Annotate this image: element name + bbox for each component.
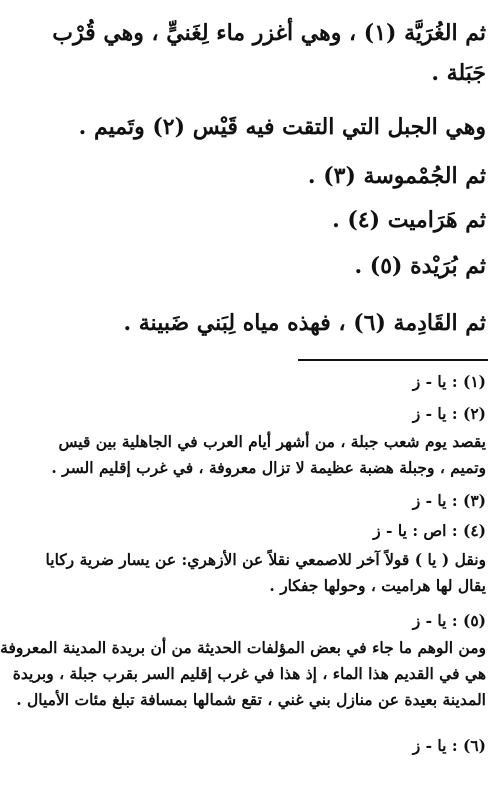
main-text-line-5: ثم هَرَاميت (٤) . (332, 207, 486, 233)
main-text-line-4: ثم الجُمْموسة (٣) . (307, 163, 486, 189)
footnote-3: (٣) : يا - ز (412, 491, 486, 510)
main-text-line-6: ثم بُرَيْدة (٥) . (354, 253, 486, 279)
main-text-line-1: ثم الغُرَيَّة (١) ، وهي أغزر ماء لِغَنيٍّ ، وهي قُرْب (52, 20, 486, 46)
footnote-4-text-line-1: ونقل ( يا ) قولاً آخر للاصمعي نقلاً عن الأزهري: عن يسار ضرية ركايا (45, 550, 486, 569)
main-text-line-2: جَبَلة . (431, 60, 486, 86)
footnote-5-text-line-1: ومن الوهم ما جاء في بعض المؤلفات الحديثة من أن بريدة المدينة المعروفة (0, 638, 486, 657)
footnote-5-text-line-2: هي في القديم هذا الماء ، إذ هذا في غرب إقليم السر بقرب جبلة ، وبريدة (12, 664, 486, 683)
footnote-6: (٦) : يا - ز (412, 736, 486, 755)
footnote-5: (٥) : يا - ز (412, 611, 486, 630)
footnote-4: (٤) : اص : يا - ز (373, 521, 486, 540)
footnote-2: (٢) : يا - ز (412, 404, 486, 423)
main-text-line-3: وهي الجبل التي التقت فيه قَيْس (٢) وتَميم . (78, 114, 486, 140)
footnote-5-text-line-3: المدينة بعيدة عن منازل بني غني ، تقع شمالها بمسافة تبلغ مئات الأميال . (16, 690, 486, 709)
footnote-separator-rule (298, 359, 488, 361)
main-text-line-7: ثم القَادِمة (٦) ، فهذه مياه لِبَني ضَبينة . (123, 310, 486, 336)
footnote-2-text-line-1: يقصد يوم شعب جبلة ، من أشهر أيام العرب في الجاهلية بين قيس (58, 432, 486, 451)
footnote-2-text-line-2: وتميم ، وجبلة هضبة عظيمة لا تزال معروفة ، في غرب إقليم السر . (51, 458, 486, 477)
footnote-1: (١) : يا - ز (412, 372, 486, 391)
footnote-4-text-line-2: يقال لها هراميت ، وحولها جفكار . (269, 576, 486, 595)
